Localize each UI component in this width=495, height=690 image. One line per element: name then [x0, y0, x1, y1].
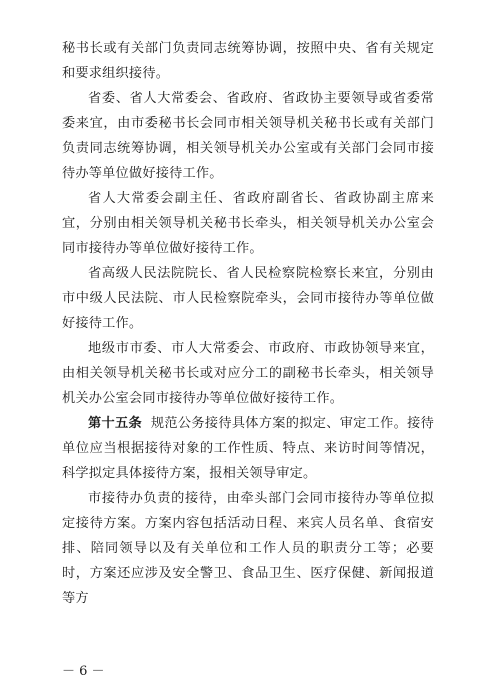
paragraph-text: 秘书长或有关部门负责同志统筹协调，按照中央、省有关规定和要求组织接待。: [62, 41, 434, 81]
document-body: [62, 36, 434, 611]
paragraph-text: 规范公务接待具体方案的拟定、审定工作。接待单位应当根据接待对象的工作性质、特点、来访时间等情况，科学拟定具体接待方案，报相关领导审定。: [62, 416, 434, 481]
paragraph-article-15: [62, 411, 434, 486]
article-number: 第十五条: [88, 416, 142, 431]
paragraph-vice-leaders: [62, 186, 434, 261]
paragraph-city-leaders: [62, 336, 434, 411]
paragraph-text: 地级市市委、市人大常委会、市政府、市政协领导来宜，由相关领导机关秘书长或对应分工的副秘书长牵头，相关领导机关办公室会同市接待办等单位做好接待工作。: [62, 341, 434, 406]
paragraph-text: 市接待办负责的接待，由牵头部门会同市接待办等单位拟定接待方案。方案内容包括活动日程、来宾人员名单、食宿安排、陪同领导以及有关单位和工作人员的职责分工等；必要时，方案还应涉及安全警卫、食品卫生、医疗保健、新闻报道等方: [62, 491, 434, 606]
paragraph-provincial-leaders: [62, 86, 434, 186]
paragraph-text: 省高级人民法院院长、省人民检察院检察长来宜，分别由市中级人民法院、市人民检察院牵头，会同市接待办等单位做好接待工作。: [62, 266, 434, 331]
paragraph-reception-plan: [62, 486, 434, 611]
paragraph-court-procuratorate: [62, 261, 434, 336]
paragraph-text: 省人大常委会副主任、省政府副省长、省政协副主席来宜，分别由相关领导机关秘书长牵头，相关领导机关办公室会同市接待办等单位做好接待工作。: [62, 191, 434, 256]
paragraph-continued: [62, 36, 434, 86]
paragraph-text: 省委、省人大常委会、省政府、省政协主要领导或省委常委来宜，由市委秘书长会同市相关领导机关秘书长或有关部门负责同志统筹协调，相关领导机关办公室或有关部门会同市接待办等单位做好接待工作。: [62, 91, 434, 181]
page-number: － 6 －: [62, 664, 105, 679]
